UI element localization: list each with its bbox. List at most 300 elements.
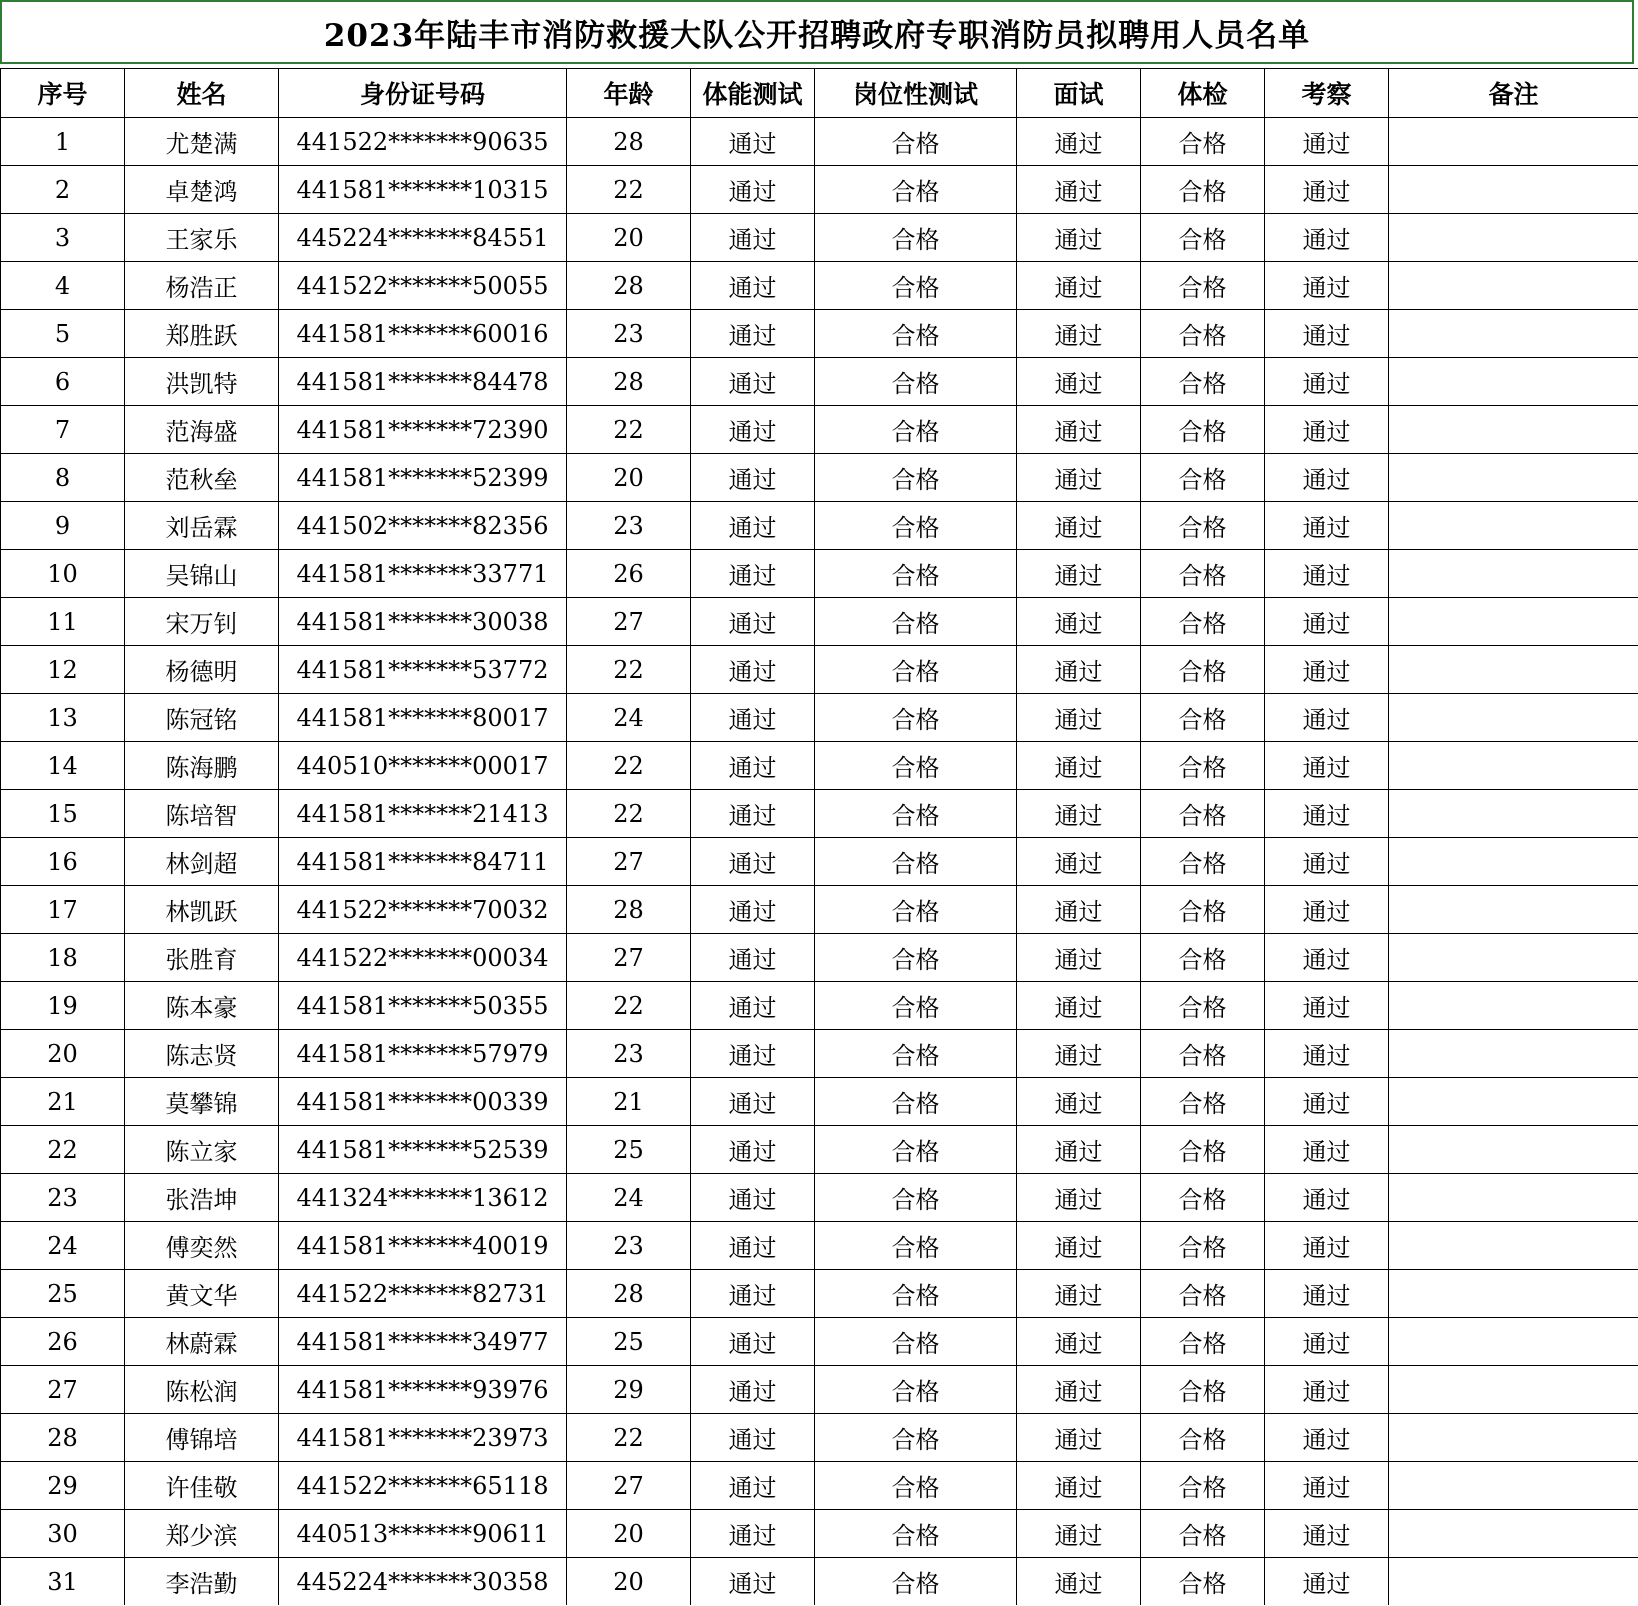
cell-name: 林剑超 [125, 838, 279, 886]
cell-age: 22 [567, 790, 691, 838]
cell-review: 通过 [1265, 214, 1389, 262]
cell-no: 22 [1, 1126, 125, 1174]
table-row [1, 118, 1638, 166]
cell-fitness: 通过 [691, 790, 815, 838]
cell-fitness: 通过 [691, 1030, 815, 1078]
table-row [1, 1222, 1638, 1270]
table-row [1, 1462, 1638, 1510]
cell-review: 通过 [1265, 1318, 1389, 1366]
cell-no: 4 [1, 262, 125, 310]
cell-medical: 合格 [1141, 1222, 1265, 1270]
cell-note [1389, 790, 1638, 838]
cell-review: 通过 [1265, 406, 1389, 454]
cell-interview: 通过 [1017, 262, 1141, 310]
cell-name: 尤楚满 [125, 118, 279, 166]
cell-interview: 通过 [1017, 1318, 1141, 1366]
cell-name: 吴锦山 [125, 550, 279, 598]
cell-name: 洪凯特 [125, 358, 279, 406]
cell-interview: 通过 [1017, 1270, 1141, 1318]
cell-age: 28 [567, 358, 691, 406]
cell-review: 通过 [1265, 646, 1389, 694]
cell-age: 27 [567, 598, 691, 646]
cell-note [1389, 1558, 1638, 1606]
cell-fitness: 通过 [691, 214, 815, 262]
cell-name: 林凯跃 [125, 886, 279, 934]
cell-id-number: 440513*******90611 [279, 1510, 567, 1558]
cell-interview: 通过 [1017, 1222, 1141, 1270]
cell-no: 9 [1, 502, 125, 550]
cell-fitness: 通过 [691, 886, 815, 934]
cell-age: 22 [567, 742, 691, 790]
column-header-post-test: 岗位性测试 [815, 69, 1017, 118]
cell-post-test: 合格 [815, 838, 1017, 886]
cell-no: 20 [1, 1030, 125, 1078]
cell-no: 16 [1, 838, 125, 886]
cell-interview: 通过 [1017, 166, 1141, 214]
cell-medical: 合格 [1141, 550, 1265, 598]
cell-id-number: 441522*******90635 [279, 118, 567, 166]
cell-fitness: 通过 [691, 838, 815, 886]
cell-note [1389, 406, 1638, 454]
cell-fitness: 通过 [691, 1318, 815, 1366]
cell-name: 莫攀锦 [125, 1078, 279, 1126]
cell-no: 1 [1, 118, 125, 166]
table-row [1, 1318, 1638, 1366]
cell-id-number: 441581*******40019 [279, 1222, 567, 1270]
cell-review: 通过 [1265, 694, 1389, 742]
cell-no: 2 [1, 166, 125, 214]
cell-medical: 合格 [1141, 1462, 1265, 1510]
cell-medical: 合格 [1141, 646, 1265, 694]
cell-no: 24 [1, 1222, 125, 1270]
cell-medical: 合格 [1141, 118, 1265, 166]
cell-review: 通过 [1265, 598, 1389, 646]
cell-id-number: 445224*******84551 [279, 214, 567, 262]
cell-age: 27 [567, 838, 691, 886]
cell-id-number: 441522*******50055 [279, 262, 567, 310]
cell-medical: 合格 [1141, 1318, 1265, 1366]
cell-medical: 合格 [1141, 790, 1265, 838]
cell-note [1389, 310, 1638, 358]
cell-review: 通过 [1265, 1126, 1389, 1174]
table-row [1, 838, 1638, 886]
cell-fitness: 通过 [691, 646, 815, 694]
cell-note [1389, 742, 1638, 790]
cell-name: 范海盛 [125, 406, 279, 454]
cell-age: 20 [567, 1558, 691, 1606]
cell-medical: 合格 [1141, 1174, 1265, 1222]
cell-post-test: 合格 [815, 262, 1017, 310]
table-row [1, 454, 1638, 502]
cell-age: 23 [567, 502, 691, 550]
cell-post-test: 合格 [815, 598, 1017, 646]
cell-id-number: 441522*******00034 [279, 934, 567, 982]
cell-interview: 通过 [1017, 790, 1141, 838]
cell-review: 通过 [1265, 1174, 1389, 1222]
cell-fitness: 通过 [691, 1078, 815, 1126]
cell-medical: 合格 [1141, 1414, 1265, 1462]
cell-no: 12 [1, 646, 125, 694]
cell-note [1389, 886, 1638, 934]
cell-id-number: 441324*******13612 [279, 1174, 567, 1222]
cell-name: 陈松润 [125, 1366, 279, 1414]
cell-post-test: 合格 [815, 166, 1017, 214]
column-header-name: 姓名 [125, 69, 279, 118]
cell-name: 陈立家 [125, 1126, 279, 1174]
cell-age: 26 [567, 550, 691, 598]
cell-interview: 通过 [1017, 646, 1141, 694]
cell-note [1389, 934, 1638, 982]
cell-id-number: 441581*******30038 [279, 598, 567, 646]
cell-no: 11 [1, 598, 125, 646]
cell-name: 杨浩正 [125, 262, 279, 310]
cell-review: 通过 [1265, 358, 1389, 406]
cell-interview: 通过 [1017, 1078, 1141, 1126]
cell-age: 22 [567, 1414, 691, 1462]
table-row [1, 358, 1638, 406]
cell-fitness: 通过 [691, 742, 815, 790]
cell-no: 21 [1, 1078, 125, 1126]
cell-age: 24 [567, 694, 691, 742]
cell-interview: 通过 [1017, 1414, 1141, 1462]
cell-post-test: 合格 [815, 1126, 1017, 1174]
cell-post-test: 合格 [815, 1318, 1017, 1366]
cell-post-test: 合格 [815, 1510, 1017, 1558]
cell-age: 20 [567, 454, 691, 502]
cell-id-number: 441581*******50355 [279, 982, 567, 1030]
table-row [1, 550, 1638, 598]
cell-post-test: 合格 [815, 790, 1017, 838]
table-row [1, 742, 1638, 790]
cell-no: 19 [1, 982, 125, 1030]
cell-medical: 合格 [1141, 1270, 1265, 1318]
cell-name: 陈海鹏 [125, 742, 279, 790]
cell-medical: 合格 [1141, 598, 1265, 646]
cell-name: 郑胜跃 [125, 310, 279, 358]
cell-interview: 通过 [1017, 742, 1141, 790]
column-header-id: 身份证号码 [279, 69, 567, 118]
cell-post-test: 合格 [815, 982, 1017, 1030]
table-row [1, 1174, 1638, 1222]
cell-id-number: 441581*******52539 [279, 1126, 567, 1174]
cell-note [1389, 694, 1638, 742]
cell-interview: 通过 [1017, 886, 1141, 934]
cell-age: 20 [567, 1510, 691, 1558]
cell-no: 14 [1, 742, 125, 790]
table-row [1, 1558, 1638, 1606]
cell-fitness: 通过 [691, 262, 815, 310]
cell-post-test: 合格 [815, 310, 1017, 358]
cell-id-number: 441581*******23973 [279, 1414, 567, 1462]
cell-interview: 通过 [1017, 214, 1141, 262]
cell-id-number: 441502*******82356 [279, 502, 567, 550]
cell-fitness: 通过 [691, 934, 815, 982]
cell-id-number: 441581*******84711 [279, 838, 567, 886]
cell-medical: 合格 [1141, 1558, 1265, 1606]
cell-name: 陈志贤 [125, 1030, 279, 1078]
cell-medical: 合格 [1141, 1078, 1265, 1126]
cell-medical: 合格 [1141, 934, 1265, 982]
table-row [1, 646, 1638, 694]
cell-fitness: 通过 [691, 598, 815, 646]
cell-name: 王家乐 [125, 214, 279, 262]
cell-medical: 合格 [1141, 1126, 1265, 1174]
cell-medical: 合格 [1141, 1030, 1265, 1078]
cell-note [1389, 1174, 1638, 1222]
table-row [1, 982, 1638, 1030]
cell-interview: 通过 [1017, 118, 1141, 166]
cell-post-test: 合格 [815, 1414, 1017, 1462]
cell-name: 郑少滨 [125, 1510, 279, 1558]
cell-age: 28 [567, 1270, 691, 1318]
cell-interview: 通过 [1017, 1030, 1141, 1078]
cell-fitness: 通过 [691, 1414, 815, 1462]
cell-no: 25 [1, 1270, 125, 1318]
cell-name: 张胜育 [125, 934, 279, 982]
cell-medical: 合格 [1141, 1366, 1265, 1414]
cell-medical: 合格 [1141, 406, 1265, 454]
cell-note [1389, 1030, 1638, 1078]
cell-no: 30 [1, 1510, 125, 1558]
cell-name: 黄文华 [125, 1270, 279, 1318]
cell-age: 28 [567, 262, 691, 310]
cell-fitness: 通过 [691, 694, 815, 742]
cell-age: 29 [567, 1366, 691, 1414]
page-title: 2023年陆丰市消防救援大队公开招聘政府专职消防员拟聘用人员名单 [0, 0, 1634, 64]
cell-review: 通过 [1265, 838, 1389, 886]
cell-id-number: 440510*******00017 [279, 742, 567, 790]
cell-no: 18 [1, 934, 125, 982]
column-header-interview: 面试 [1017, 69, 1141, 118]
cell-review: 通过 [1265, 166, 1389, 214]
table-row [1, 1270, 1638, 1318]
cell-review: 通过 [1265, 1558, 1389, 1606]
cell-id-number: 441581*******84478 [279, 358, 567, 406]
cell-post-test: 合格 [815, 1078, 1017, 1126]
cell-fitness: 通过 [691, 454, 815, 502]
cell-post-test: 合格 [815, 118, 1017, 166]
cell-age: 22 [567, 166, 691, 214]
cell-id-number: 441581*******93976 [279, 1366, 567, 1414]
cell-name: 张浩坤 [125, 1174, 279, 1222]
cell-interview: 通过 [1017, 406, 1141, 454]
table-row [1, 1126, 1638, 1174]
cell-fitness: 通过 [691, 982, 815, 1030]
cell-fitness: 通过 [691, 118, 815, 166]
cell-post-test: 合格 [815, 1462, 1017, 1510]
cell-no: 27 [1, 1366, 125, 1414]
cell-name: 陈冠铭 [125, 694, 279, 742]
cell-note [1389, 1414, 1638, 1462]
cell-name: 李浩勤 [125, 1558, 279, 1606]
cell-medical: 合格 [1141, 358, 1265, 406]
cell-id-number: 441581*******80017 [279, 694, 567, 742]
table-row [1, 886, 1638, 934]
cell-review: 通过 [1265, 454, 1389, 502]
cell-interview: 通过 [1017, 1558, 1141, 1606]
cell-no: 23 [1, 1174, 125, 1222]
cell-interview: 通过 [1017, 694, 1141, 742]
cell-note [1389, 646, 1638, 694]
cell-id-number: 445224*******30358 [279, 1558, 567, 1606]
cell-review: 通过 [1265, 1030, 1389, 1078]
cell-id-number: 441581*******34977 [279, 1318, 567, 1366]
cell-fitness: 通过 [691, 502, 815, 550]
cell-age: 23 [567, 1030, 691, 1078]
cell-note [1389, 118, 1638, 166]
table-row [1, 934, 1638, 982]
table-row [1, 694, 1638, 742]
column-header-age: 年龄 [567, 69, 691, 118]
cell-fitness: 通过 [691, 1270, 815, 1318]
cell-interview: 通过 [1017, 1174, 1141, 1222]
cell-post-test: 合格 [815, 502, 1017, 550]
cell-name: 陈本豪 [125, 982, 279, 1030]
cell-post-test: 合格 [815, 646, 1017, 694]
cell-note [1389, 454, 1638, 502]
column-header-medical: 体检 [1141, 69, 1265, 118]
cell-no: 5 [1, 310, 125, 358]
cell-id-number: 441581*******33771 [279, 550, 567, 598]
cell-fitness: 通过 [691, 1366, 815, 1414]
cell-note [1389, 166, 1638, 214]
cell-post-test: 合格 [815, 406, 1017, 454]
cell-fitness: 通过 [691, 1510, 815, 1558]
table-row [1, 310, 1638, 358]
cell-note [1389, 550, 1638, 598]
cell-age: 27 [567, 934, 691, 982]
cell-review: 通过 [1265, 1222, 1389, 1270]
cell-id-number: 441522*******65118 [279, 1462, 567, 1510]
cell-no: 15 [1, 790, 125, 838]
cell-review: 通过 [1265, 886, 1389, 934]
table-row [1, 1078, 1638, 1126]
cell-fitness: 通过 [691, 550, 815, 598]
cell-review: 通过 [1265, 502, 1389, 550]
table-row [1, 406, 1638, 454]
cell-no: 7 [1, 406, 125, 454]
cell-age: 23 [567, 310, 691, 358]
cell-name: 傅奕然 [125, 1222, 279, 1270]
cell-note [1389, 982, 1638, 1030]
cell-interview: 通过 [1017, 1462, 1141, 1510]
cell-fitness: 通过 [691, 1126, 815, 1174]
cell-medical: 合格 [1141, 502, 1265, 550]
cell-note [1389, 1510, 1638, 1558]
column-header-no: 序号 [1, 69, 125, 118]
cell-fitness: 通过 [691, 1462, 815, 1510]
cell-medical: 合格 [1141, 1510, 1265, 1558]
cell-no: 17 [1, 886, 125, 934]
cell-id-number: 441581*******53772 [279, 646, 567, 694]
cell-interview: 通过 [1017, 1510, 1141, 1558]
cell-age: 20 [567, 214, 691, 262]
cell-no: 3 [1, 214, 125, 262]
cell-note [1389, 1462, 1638, 1510]
cell-review: 通过 [1265, 1414, 1389, 1462]
column-header-review: 考察 [1265, 69, 1389, 118]
cell-medical: 合格 [1141, 454, 1265, 502]
cell-interview: 通过 [1017, 358, 1141, 406]
cell-medical: 合格 [1141, 310, 1265, 358]
cell-interview: 通过 [1017, 982, 1141, 1030]
cell-name: 宋万钊 [125, 598, 279, 646]
cell-post-test: 合格 [815, 1270, 1017, 1318]
cell-post-test: 合格 [815, 886, 1017, 934]
cell-note [1389, 502, 1638, 550]
cell-post-test: 合格 [815, 214, 1017, 262]
cell-id-number: 441581*******60016 [279, 310, 567, 358]
cell-note [1389, 838, 1638, 886]
cell-review: 通过 [1265, 1510, 1389, 1558]
cell-name: 卓楚鸿 [125, 166, 279, 214]
cell-note [1389, 1078, 1638, 1126]
cell-no: 10 [1, 550, 125, 598]
cell-age: 25 [567, 1318, 691, 1366]
table-row [1, 1510, 1638, 1558]
table-row [1, 262, 1638, 310]
cell-name: 刘岳霖 [125, 502, 279, 550]
cell-post-test: 合格 [815, 1366, 1017, 1414]
cell-note [1389, 358, 1638, 406]
table-row [1, 214, 1638, 262]
cell-post-test: 合格 [815, 1030, 1017, 1078]
cell-medical: 合格 [1141, 214, 1265, 262]
cell-id-number: 441581*******00339 [279, 1078, 567, 1126]
cell-medical: 合格 [1141, 886, 1265, 934]
cell-interview: 通过 [1017, 598, 1141, 646]
cell-interview: 通过 [1017, 934, 1141, 982]
cell-review: 通过 [1265, 1270, 1389, 1318]
cell-no: 29 [1, 1462, 125, 1510]
cell-interview: 通过 [1017, 310, 1141, 358]
cell-review: 通过 [1265, 934, 1389, 982]
cell-id-number: 441522*******82731 [279, 1270, 567, 1318]
cell-review: 通过 [1265, 118, 1389, 166]
cell-interview: 通过 [1017, 454, 1141, 502]
cell-post-test: 合格 [815, 454, 1017, 502]
cell-name: 范秋垒 [125, 454, 279, 502]
cell-name: 许佳敬 [125, 1462, 279, 1510]
cell-fitness: 通过 [691, 166, 815, 214]
table-row [1, 1030, 1638, 1078]
cell-age: 24 [567, 1174, 691, 1222]
cell-interview: 通过 [1017, 1126, 1141, 1174]
cell-review: 通过 [1265, 310, 1389, 358]
cell-review: 通过 [1265, 1462, 1389, 1510]
table-row [1, 166, 1638, 214]
cell-age: 23 [567, 1222, 691, 1270]
cell-interview: 通过 [1017, 550, 1141, 598]
cell-fitness: 通过 [691, 358, 815, 406]
cell-name: 陈培智 [125, 790, 279, 838]
cell-note [1389, 262, 1638, 310]
cell-age: 22 [567, 646, 691, 694]
cell-review: 通过 [1265, 550, 1389, 598]
cell-post-test: 合格 [815, 934, 1017, 982]
cell-review: 通过 [1265, 982, 1389, 1030]
cell-fitness: 通过 [691, 406, 815, 454]
cell-no: 28 [1, 1414, 125, 1462]
cell-id-number: 441581*******52399 [279, 454, 567, 502]
table-row [1, 598, 1638, 646]
cell-age: 28 [567, 886, 691, 934]
cell-note [1389, 1270, 1638, 1318]
cell-note [1389, 1222, 1638, 1270]
cell-medical: 合格 [1141, 694, 1265, 742]
roster-body [1, 118, 1638, 1606]
cell-note [1389, 1318, 1638, 1366]
